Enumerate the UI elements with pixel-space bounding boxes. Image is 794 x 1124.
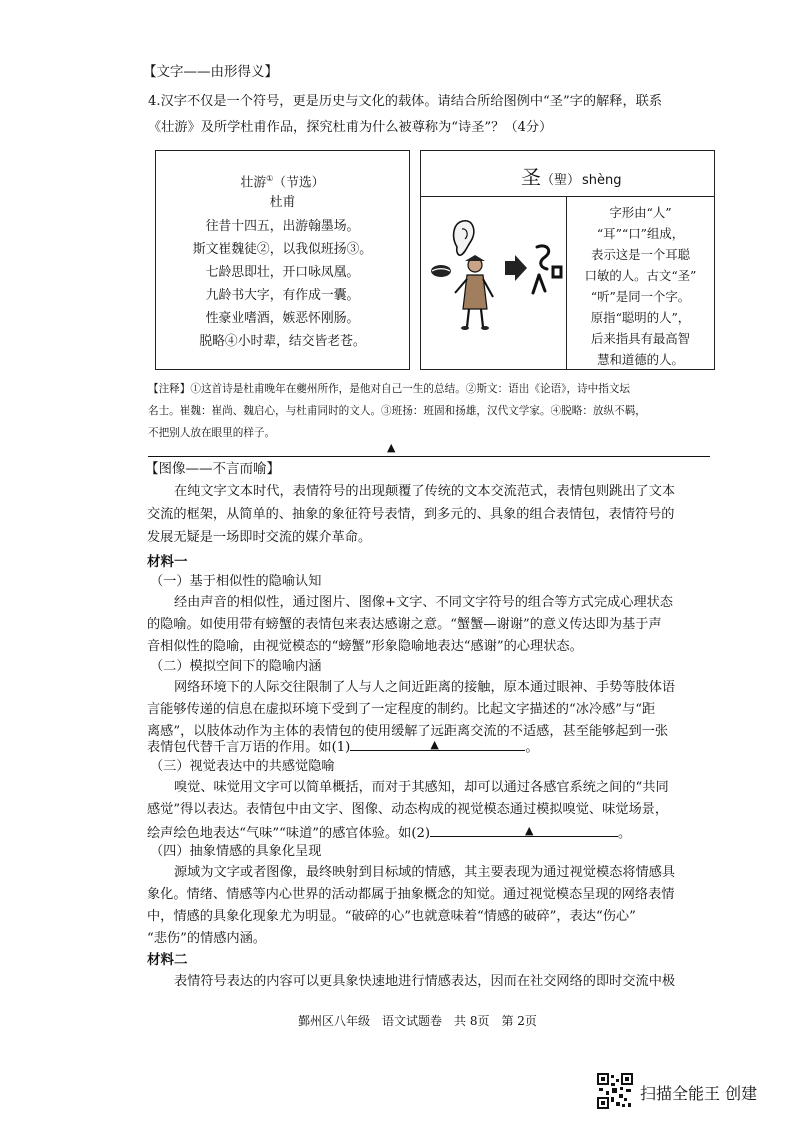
section-divider bbox=[148, 456, 710, 457]
section-heading-text: 【文字——由形得义】 bbox=[143, 64, 278, 80]
character-box bbox=[420, 150, 715, 370]
material1-label: 材料一 bbox=[147, 554, 188, 570]
poem-line-5: 性豪业嗜酒，嫉恶怀刚肠。 bbox=[205, 311, 360, 326]
page-footer: 鄞州区八年级 语文试题卷 共 8页 第 2页 bbox=[298, 1014, 537, 1028]
character-pinyin: shèng bbox=[582, 173, 622, 188]
character-title bbox=[521, 161, 622, 190]
poem-line-3: 七龄思即壮，开口咏凤凰。 bbox=[205, 265, 360, 280]
sub2-blank-prefix: 表情包代替千言万语的作用。如(1) bbox=[147, 740, 351, 755]
note-line-3: 不把别人放在眼里的样子。 bbox=[148, 427, 276, 439]
sub3-line-1: 嗅觉、味觉用文字可以简单概括，而对于其感知，却可以通过各感官系统之间的“共同 bbox=[174, 780, 669, 795]
character-description bbox=[566, 197, 714, 369]
desc-line-3: 表示这是一个耳聪 bbox=[590, 247, 691, 262]
ear-icon bbox=[454, 221, 474, 255]
poem-title-note: ① bbox=[266, 174, 274, 183]
poem-line-6: 脱略④小时辈，结交皆老苍。 bbox=[199, 334, 366, 349]
character-glyph: 圣 bbox=[521, 165, 541, 189]
intro-line-1: 在纯文字文本时代，表情符号的出现颠覆了传统的文本交流范式，表情包则跳出了文本 bbox=[174, 484, 676, 499]
intro-line-2: 交流的框架，从简单的、抽象的象征符号表情，到多元的、具象的组合表情包，表情符号的 bbox=[147, 507, 675, 522]
note-line-1: 【注释】①这首诗是杜甫晚年在夔州所作，是他对自己一生的总结。②斯文：语出《论语》，诗中指文坛 bbox=[148, 383, 631, 395]
question-line-1: 4.汉字不仅是一个符号，更是历史与文化的载体。请结合所给图例中“圣”字的解释，联系 bbox=[148, 94, 662, 109]
mouth-icon bbox=[431, 265, 451, 277]
sub4-line-3: 中，情感的具象化现象尤为明显。“破碎的心”也就意味着“情感的破碎”，表达“伤心” bbox=[147, 909, 636, 924]
sub2-blank-line bbox=[147, 736, 539, 758]
sub2-line-1: 网络环境下的人际交往限制了人与人之间近距离的接触，原本通过眼神、手势等肢体语 bbox=[174, 680, 676, 695]
sub2-title: （二）模拟空间下的隐喻内涵 bbox=[150, 659, 322, 674]
character-header bbox=[421, 151, 714, 197]
poem-title bbox=[156, 169, 409, 193]
section2-heading: 【图像——不言而喻】 bbox=[145, 461, 280, 477]
desc-line-8: 慧和道德的人。 bbox=[597, 352, 684, 367]
sub2-line-2: 言能够传递的信息在虚拟环境下受到了一定程度的制约。比起文字描述的“冰冷感”与“距 bbox=[147, 702, 656, 717]
arrow-icon bbox=[505, 255, 527, 281]
sub4-line-4: “悲伤”的情感内涵。 bbox=[147, 931, 266, 946]
poem-box bbox=[155, 150, 410, 370]
blank-mark-1: ▲ bbox=[430, 738, 439, 751]
question-line-2: 《壮游》及所学杜甫作品，探究杜甫为什么被尊称为“诗圣”？（4分） bbox=[148, 120, 553, 135]
sub1-title: （一）基于相似性的隐喻认知 bbox=[150, 574, 322, 589]
qr-code-icon bbox=[597, 1073, 633, 1109]
note-line-2: 名士。崔魏：崔尚、魏启心，与杜甫同时的文人。③班扬：班固和扬雄，汉代文学家。④脱略：放纵不羁， bbox=[148, 405, 646, 417]
desc-line-1: 字形由“人” bbox=[609, 205, 672, 220]
sub3-line-2: 感觉”得以表达。表情包中由文字、图像、动态构成的视觉模态通过模拟嗅觉、味觉场景， bbox=[147, 802, 669, 817]
illustration-area bbox=[421, 197, 566, 369]
desc-line-5: “听”是同一个字。 bbox=[590, 289, 691, 304]
sub3-title: （三）视觉表达中的共感觉隐喻 bbox=[150, 759, 335, 774]
sub3-blank-suffix: 。 bbox=[618, 826, 632, 841]
sub1-line-1: 经由声音的相似性，通过图片、图像+文字、不同文字符号的组合等方式完成心理状态 bbox=[174, 595, 673, 610]
desc-line-7: 后来指具有最高智 bbox=[590, 331, 691, 346]
poem-title-suffix: （节选） bbox=[273, 175, 325, 191]
sub4-line-1: 源域为文字或者图像，最终映射到目标域的情感，其主要表现为通过视觉模态将情感具 bbox=[174, 865, 676, 880]
poem-author: 杜甫 bbox=[269, 195, 296, 210]
character-trad: （聖） bbox=[541, 173, 581, 188]
person-figure bbox=[455, 255, 493, 330]
sub4-line-2: 象化。情绪、情感等内心世界的活动都属于抽象概念的知觉。通过视觉模态呈现的网络表情 bbox=[147, 887, 675, 902]
desc-line-4: 口敏的人。古文“圣” bbox=[584, 268, 697, 283]
material2-line-1: 表情符号表达的内容可以更具象快速地进行情感表达，因而在社交网络的即时交流中极 bbox=[174, 974, 676, 989]
sub3-blank-prefix: 绘声绘色地表达“气味”“味道”的感官体验。如(2) bbox=[147, 826, 431, 841]
desc-line-6: 原指“聪明的人”， bbox=[590, 310, 691, 325]
poem-line-4: 九龄书大字，有作成一囊。 bbox=[205, 288, 360, 303]
divider-mark: ▲ bbox=[387, 441, 396, 454]
sub2-blank-suffix: 。 bbox=[525, 740, 539, 755]
answer-blank-2[interactable] bbox=[430, 822, 618, 837]
sub4-title: （四）抽象情感的具象化呈现 bbox=[150, 844, 322, 859]
poem-title-text: 壮游 bbox=[240, 175, 267, 191]
material2-label: 材料二 bbox=[147, 952, 188, 968]
sub1-line-3: 音相似性的隐喻，由视觉模态的“螃蟹”形象隐喻地表达“感谢”的心理状态。 bbox=[147, 639, 583, 654]
blank-mark-2: ▲ bbox=[525, 824, 534, 837]
intro-line-3: 发展无疑是一场即时交流的媒介革命。 bbox=[147, 530, 372, 545]
desc-line-2: “耳”“口”组成， bbox=[596, 226, 685, 241]
ancient-glyph-icon bbox=[533, 246, 561, 293]
sub1-line-2: 的隐喻。如使用带有螃蟹的表情包来表达感谢之意。“蟹蟹—谢谢”的意义传达即为基于声 bbox=[147, 617, 662, 632]
poem-line-2: 斯文崔魏徒②，以我似班扬③。 bbox=[192, 242, 373, 257]
sub3-blank-line bbox=[147, 822, 631, 844]
sub2-line-3: 离感”，以肢体动作为主体的表情包的使用缓解了远距离交流的不适感，甚至能够起到一张 bbox=[147, 724, 669, 739]
sage-illustration bbox=[421, 197, 566, 369]
watermark-text: 扫描全能王 创建 bbox=[640, 1084, 758, 1103]
answer-blank-1[interactable] bbox=[350, 736, 525, 751]
poem-line-1: 往昔十四五，出游翰墨场。 bbox=[205, 219, 360, 234]
